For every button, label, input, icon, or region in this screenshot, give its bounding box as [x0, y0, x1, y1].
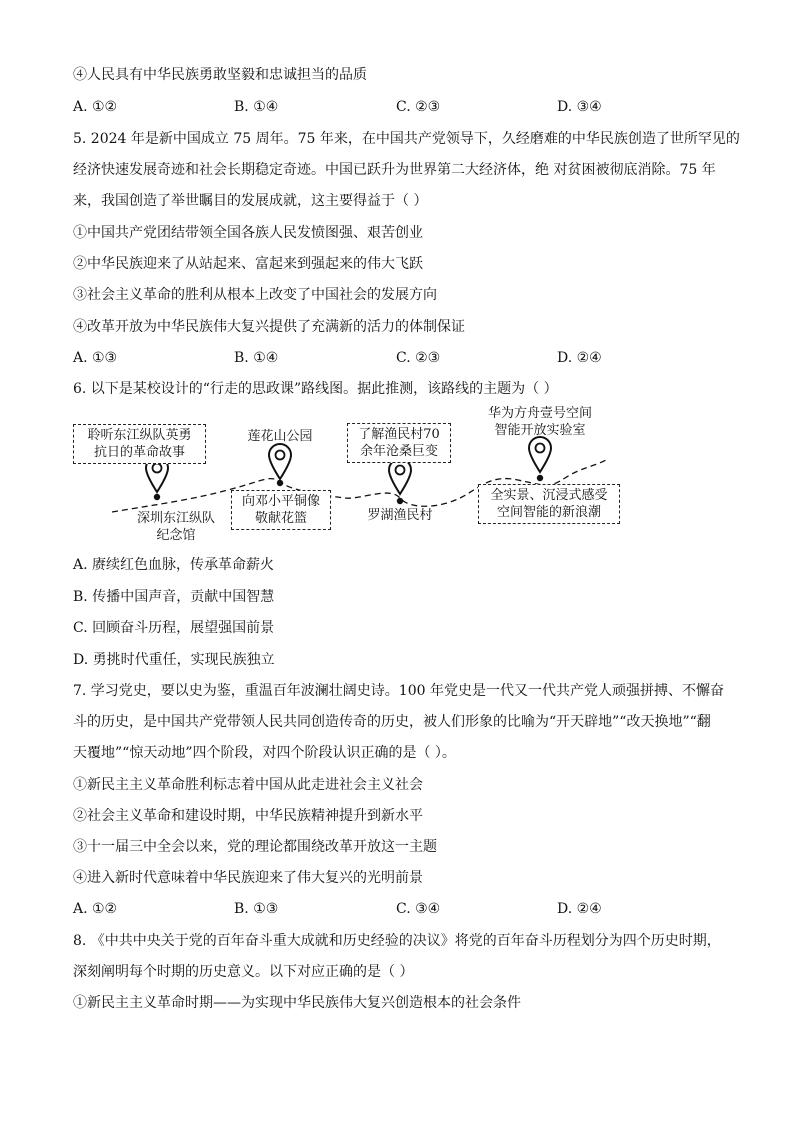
- q7-item-1: ①新民主主义革命胜利标志着中国从此走进社会主义社会: [73, 777, 423, 793]
- q5-item-3: ③社会主义革命的胜利从根本上改变了中国社会的发展方向: [73, 287, 437, 303]
- q5-item-1: ①中国共产党团结带领全国各族人民发愤图强、艰苦创业: [73, 225, 423, 241]
- q6-option-c: C. 回顾奋斗历程，展望强国前景: [73, 620, 275, 636]
- q7-item-3: ③十一届三中全会以来，党的理论都围绕改革开放这一主题: [73, 839, 437, 855]
- q8-stem-line-2: 深刻阐明每个时期的历史意义。以下对应正确的是（ ）: [73, 964, 414, 980]
- q8-stem-line-1: 8. 《中共中央关于党的百年奋斗重大成就和历史经验的决议》将党的百年奋斗历程划分为四个历史时期，: [73, 933, 721, 949]
- q4-option-b: B. ①④: [234, 99, 279, 115]
- q6-option-b: B. 传播中国声音，贡献中国智慧: [73, 589, 275, 605]
- q7-stem-line-1: 7. 学习党史，要以史为鉴，重温百年波澜壮阔史诗。100 年党史是一代又一代共产党人顽强拼搏、不懈奋: [73, 683, 724, 699]
- location-pin-icon: [389, 459, 411, 504]
- q7-option-d: D. ②④: [557, 901, 602, 917]
- q4-option-c: C. ②③: [396, 99, 441, 115]
- route-note-box-2: 向邓小平铜像 敬献花篮: [231, 490, 331, 530]
- route-note-box-1: 聆听东江纵队英勇 抗日的革命故事: [73, 424, 206, 464]
- q7-stem-line-3: 天覆地”“惊天动地”四个阶段，对四个阶段认识正确的是（ ）。: [73, 745, 456, 761]
- q8-item-1: ①新民主主义革命时期——为实现中华民族伟大复兴创造根本的社会条件: [73, 995, 521, 1011]
- q7-option-c: C. ③④: [396, 901, 441, 917]
- q7-item-4: ④进入新时代意味着中华民族迎来了伟大复兴的光明前景: [73, 870, 423, 886]
- q7-option-a: A. ①②: [73, 901, 118, 917]
- route-stop-3-label: 罗湖渔民村: [367, 508, 433, 523]
- q5-item-2: ②中华民族迎来了从站起来、富起来到强起来的伟大飞跃: [73, 256, 423, 272]
- route-stop-2-label: 莲花山公园: [247, 429, 313, 444]
- route-note-box-4: 全实景、沉浸式感受 空间智能的新浪潮: [478, 484, 620, 524]
- q5-option-d: D. ②④: [557, 350, 602, 366]
- route-note-box-3: 了解渔民村70 余年沧桑巨变: [347, 423, 451, 463]
- q7-stem-line-2: 斗的历史，是中国共产党带领人民共同创造传奇的历史，被人们形象的比喻为“开天辟地”“改天换地”“翻: [73, 714, 711, 730]
- route-stop-1-label: 深圳东江纵队 纪念馆: [136, 511, 215, 543]
- q7-option-b: B. ①③: [234, 901, 279, 917]
- q5-item-4: ④改革开放为中华民族伟大复兴提供了充满新的活力的体制保证: [73, 319, 465, 335]
- location-pin-icon: [529, 437, 551, 481]
- route-stop-4-label: 华为方舟壹号空间 智能开放实验室: [487, 406, 592, 438]
- q5-option-b: B. ①④: [234, 350, 279, 366]
- q5-stem-line-1: 5. 2024 年是新中国成立 75 周年。75 年来，在中国共产党领导下，久经磨难的中华民族创造了世所罕见的: [73, 131, 740, 147]
- q4-option-a: A. ①②: [73, 99, 118, 115]
- q5-option-a: A. ①③: [73, 350, 118, 366]
- q6-stem: 6. 以下是某校设计的“行走的思政课”路线图。据此推测，该路线的主题为（ ）: [73, 381, 558, 397]
- location-pin-icon: [269, 444, 291, 486]
- q5-option-c: C. ②③: [396, 350, 441, 366]
- q5-stem-line-3: 来，我国创造了举世瞩目的发展成就，这主要得益于（ ）: [73, 193, 428, 209]
- q4-item-4: ④人民具有中华民族勇敢坚毅和忠诚担当的品质: [73, 67, 367, 83]
- q5-stem-line-2: 经济快速发展奇迹和社会长期稳定奇迹。中国已跃升为世界第二大经济体，绝 对贫困被彻底消除。75 年: [73, 162, 716, 178]
- q6-option-d: D. 勇挑时代重任，实现民族独立: [73, 652, 275, 668]
- route-map: [70, 408, 610, 548]
- q6-option-a: A. 赓续红色血脉，传承革命薪火: [73, 557, 275, 573]
- q4-option-d: D. ③④: [557, 99, 602, 115]
- q7-item-2: ②社会主义革命和建设时期，中华民族精神提升到新水平: [73, 808, 423, 824]
